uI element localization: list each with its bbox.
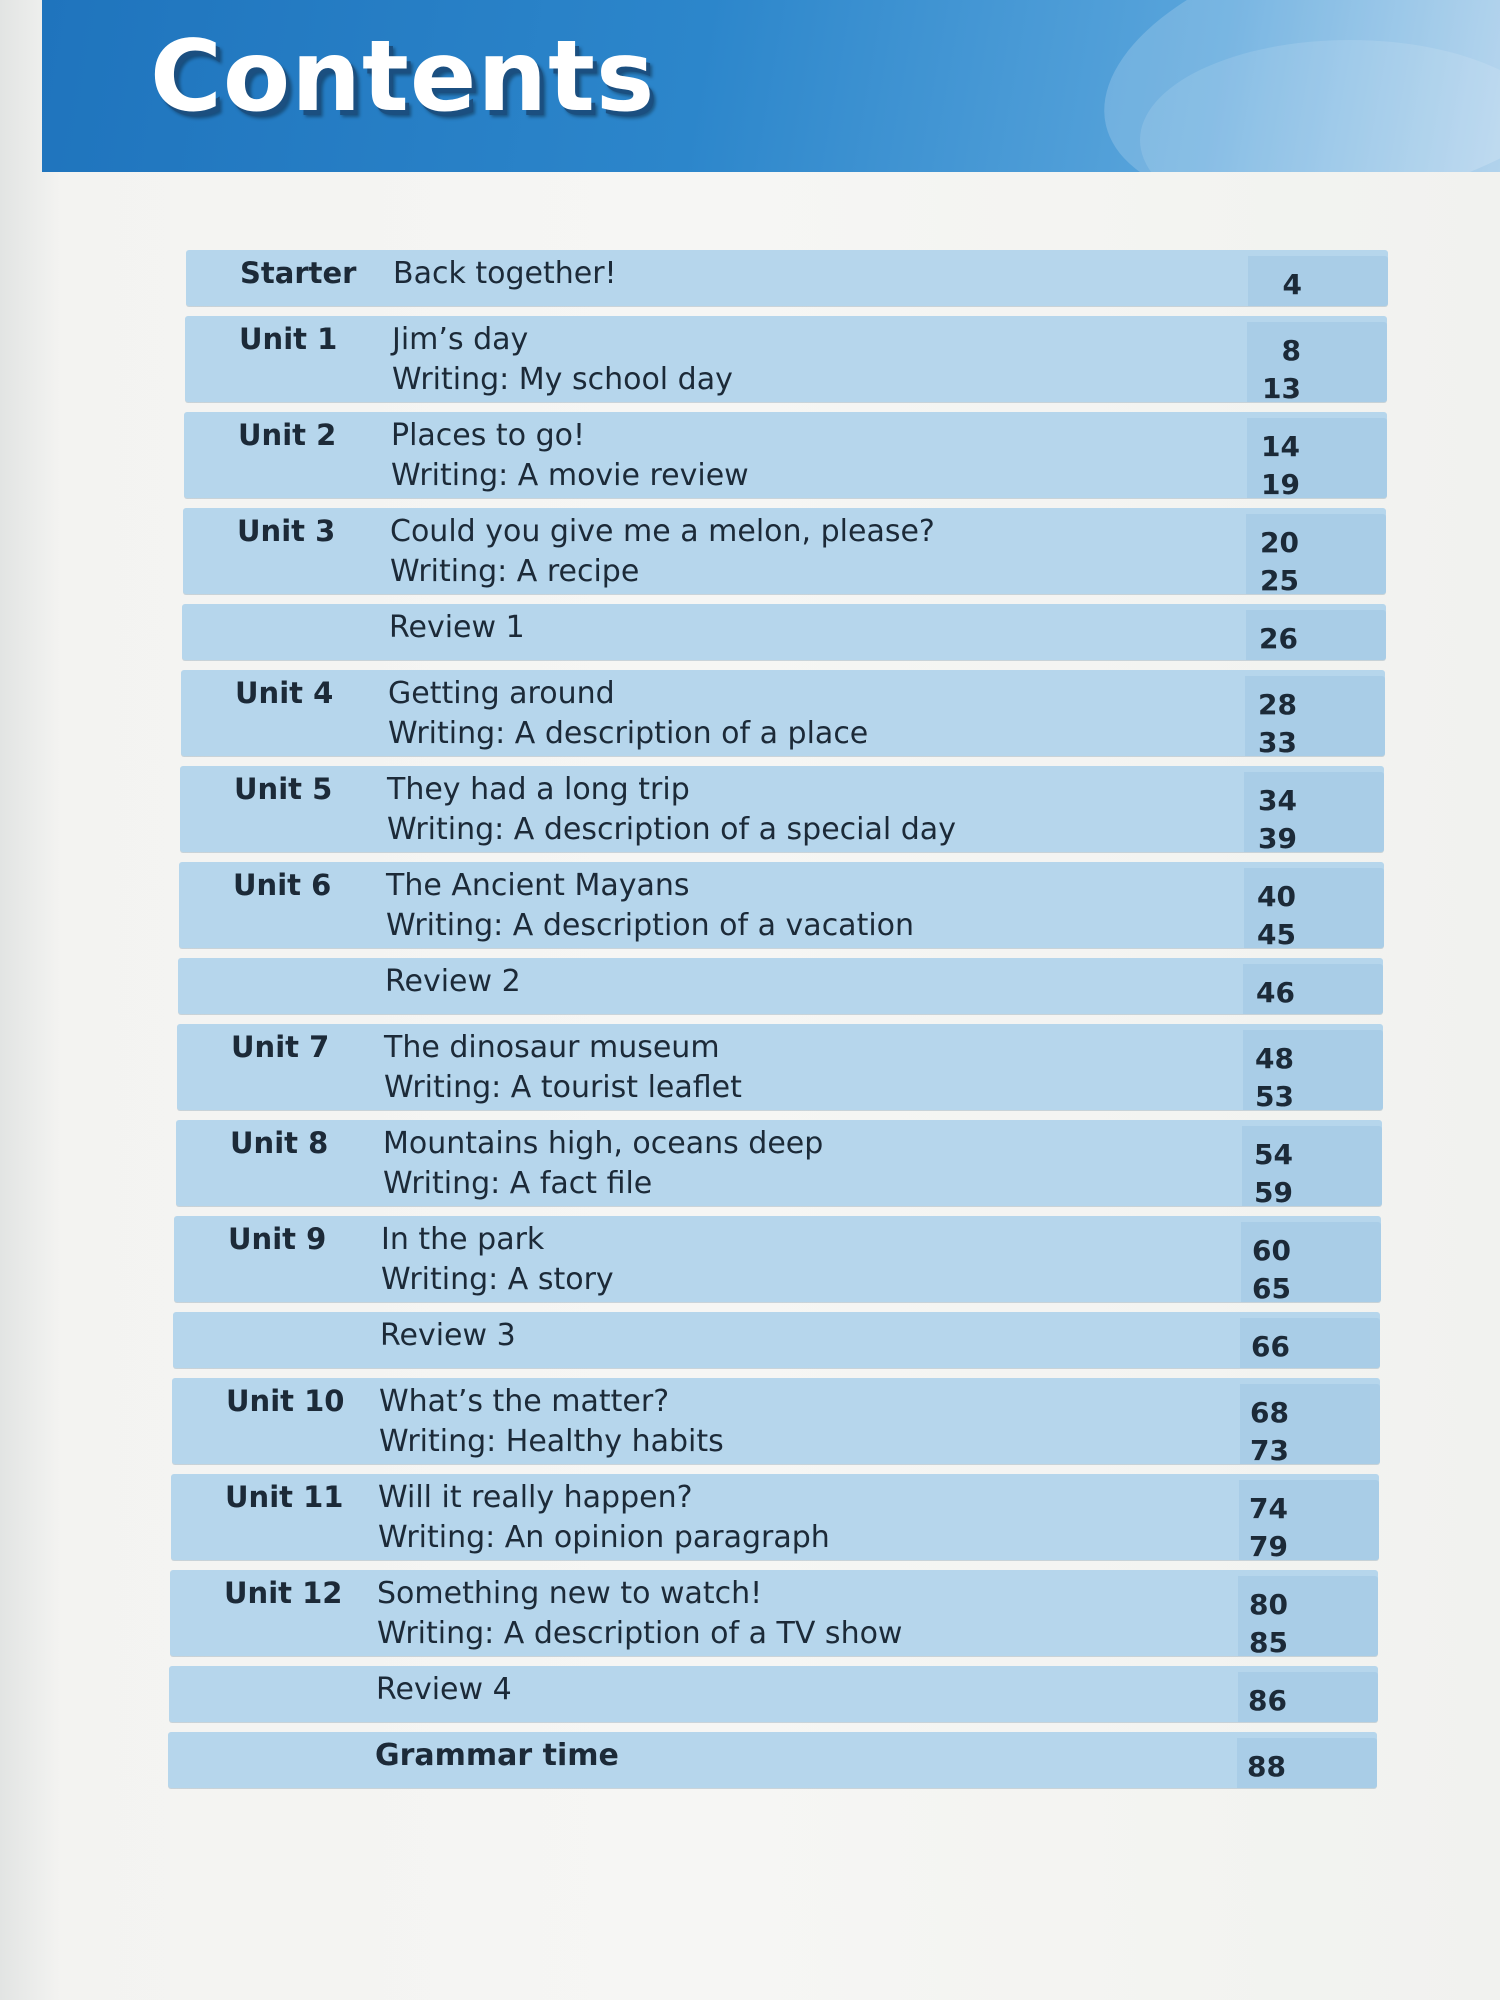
toc-entry-writing: Writing: A fact file (383, 1166, 653, 1201)
toc-entry-writing: Writing: A tourist leaflet (384, 1070, 742, 1105)
toc-page-number: 65 (1252, 1272, 1291, 1305)
toc-page-number: 86 (1248, 1684, 1287, 1717)
toc-page-number: 20 (1260, 526, 1299, 559)
toc-row (169, 1666, 1378, 1722)
toc-page-number: 26 (1259, 622, 1298, 655)
toc-entry-title: What’s the matter? (379, 1384, 670, 1419)
toc-entry-title: Review 2 (385, 964, 521, 999)
toc-entry-title: Places to go! (391, 418, 586, 453)
toc-unit-label: Unit 6 (233, 868, 332, 902)
toc-page-number: 28 (1258, 688, 1297, 721)
toc-entry-title: They had a long trip (387, 772, 690, 807)
toc-unit-label: Unit 4 (235, 676, 334, 710)
toc-page-number: 68 (1250, 1396, 1289, 1429)
toc-entry-writing: Writing: A description of a special day (387, 812, 956, 847)
toc-page-number: 48 (1255, 1042, 1294, 1075)
toc-page-number: 46 (1256, 976, 1295, 1009)
toc-unit-label: Unit 11 (225, 1480, 344, 1514)
toc-entry-writing: Writing: A description of a vacation (386, 908, 915, 943)
toc-page-number: 74 (1249, 1492, 1288, 1525)
toc-page-number: 79 (1249, 1530, 1288, 1563)
toc-row (186, 250, 1388, 306)
toc-page-number: 8 (1281, 334, 1301, 367)
page-title: Contents (150, 20, 656, 134)
toc-page-number: 59 (1254, 1176, 1293, 1209)
toc-page-number: 60 (1252, 1234, 1291, 1267)
toc-page-number: 85 (1249, 1626, 1288, 1659)
toc-unit-label: Unit 8 (230, 1126, 329, 1160)
toc-row (174, 1216, 1381, 1302)
toc-page-number: 54 (1254, 1138, 1293, 1171)
toc-page-number: 33 (1258, 726, 1297, 759)
toc-page-number: 25 (1260, 564, 1299, 597)
toc-page-number: 39 (1258, 822, 1297, 855)
toc-page-number: 66 (1251, 1330, 1290, 1363)
toc-entry-writing: Writing: A description of a TV show (377, 1616, 903, 1651)
toc-row (178, 958, 1383, 1014)
toc-page-number: 53 (1255, 1080, 1294, 1113)
toc-unit-label: Unit 7 (231, 1030, 330, 1064)
toc-entry-title: Back together! (393, 256, 617, 291)
toc-unit-label: Unit 12 (224, 1576, 343, 1610)
toc-unit-label: Unit 9 (228, 1222, 327, 1256)
toc-entry-title: Getting around (388, 676, 615, 711)
toc-row (182, 604, 1386, 660)
toc-entry-writing: Writing: A recipe (390, 554, 640, 589)
toc-page-number: 73 (1250, 1434, 1289, 1467)
toc-entry-title: Grammar time (375, 1738, 619, 1773)
toc-unit-label: Unit 2 (238, 418, 337, 452)
toc-row (185, 316, 1387, 402)
toc-entry-writing: Writing: Healthy habits (379, 1424, 724, 1459)
toc-row (177, 1024, 1383, 1110)
toc-page-number: 45 (1257, 918, 1296, 951)
toc-entry-title: The dinosaur museum (384, 1030, 720, 1065)
toc-page-number: 14 (1261, 430, 1300, 463)
toc-entry-writing: Writing: A movie review (391, 458, 749, 493)
toc-entry-writing: Writing: A story (381, 1262, 614, 1297)
toc-entry-title: Will it really happen? (378, 1480, 693, 1515)
toc-entry-writing: Writing: A description of a place (388, 716, 869, 751)
toc-entry-title: Could you give me a melon, please? (390, 514, 935, 549)
toc-row (168, 1732, 1377, 1788)
toc-row (184, 412, 1387, 498)
toc-entry-title: Review 4 (376, 1672, 512, 1707)
toc-page-number: 13 (1262, 372, 1301, 405)
toc-page-number: 80 (1249, 1588, 1288, 1621)
toc-unit-label: Unit 10 (226, 1384, 345, 1418)
toc-entry-title: In the park (381, 1222, 545, 1257)
toc-row (173, 1312, 1380, 1368)
toc-unit-label: Unit 3 (237, 514, 336, 548)
toc-page-number: 40 (1257, 880, 1296, 913)
toc-entry-title: Review 1 (389, 610, 525, 645)
toc-entry-title: Mountains high, oceans deep (383, 1126, 824, 1161)
toc-entry-title: Jim’s day (392, 322, 529, 357)
toc-page-number: 19 (1261, 468, 1300, 501)
toc-entry-writing: Writing: My school day (392, 362, 733, 397)
toc-page-number: 34 (1258, 784, 1297, 817)
toc-unit-label: Starter (240, 256, 357, 290)
toc-unit-label: Unit 1 (239, 322, 338, 356)
toc-entry-title: Something new to watch! (377, 1576, 763, 1611)
toc-entry-title: Review 3 (380, 1318, 516, 1353)
toc-unit-label: Unit 5 (234, 772, 333, 806)
toc-entry-writing: Writing: An opinion paragraph (378, 1520, 830, 1555)
toc-page-number: 88 (1247, 1750, 1286, 1783)
toc-entry-title: The Ancient Mayans (386, 868, 690, 903)
toc-page-number: 4 (1282, 268, 1302, 301)
toc-row (172, 1378, 1380, 1464)
